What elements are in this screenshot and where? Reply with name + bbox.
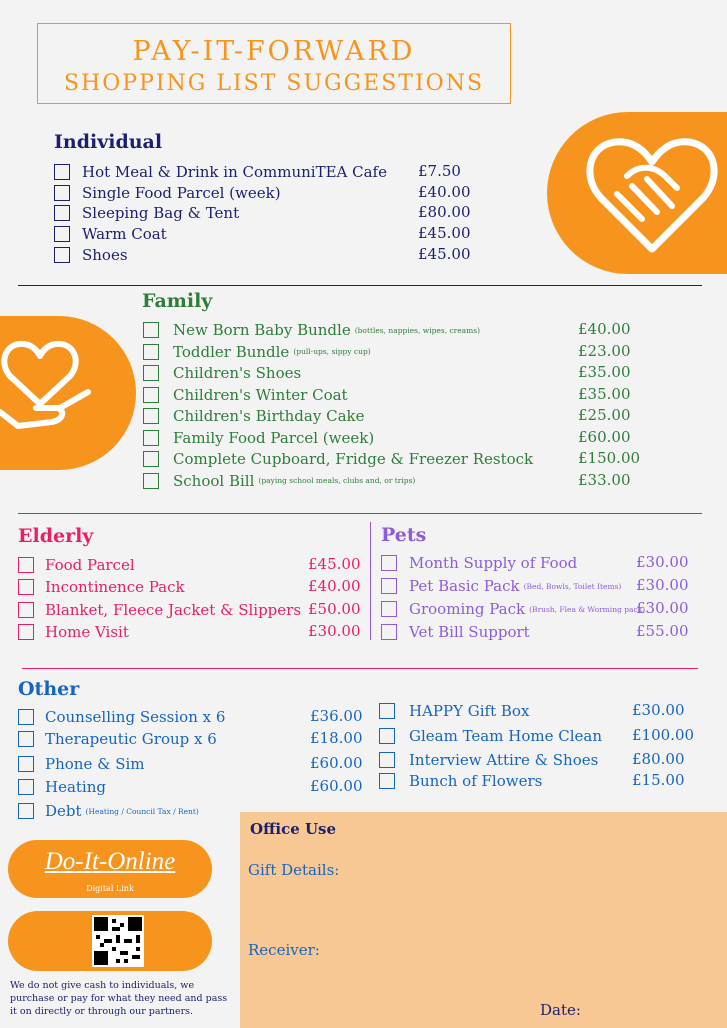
item-label: Debt <box>45 802 82 820</box>
checkbox[interactable] <box>54 164 70 180</box>
item-note: (Brush, Flea & Worming pack) <box>529 604 646 614</box>
item-price: £7.50 <box>418 162 461 180</box>
list-item <box>54 225 167 243</box>
gift-details-label: Gift Details: <box>248 861 340 879</box>
item-price: £45.00 <box>308 555 361 573</box>
checkbox[interactable] <box>18 579 34 595</box>
list-item <box>381 600 645 618</box>
item-label: School Bill <box>173 471 255 490</box>
list-item <box>381 554 577 572</box>
item-price: £60.00 <box>578 427 631 446</box>
item-label: Interview Attire & Shoes <box>409 751 599 769</box>
page-subtitle: SHOPPING LIST SUGGESTIONS <box>63 71 485 96</box>
do-it-online-title: Do-It-Online <box>44 848 176 875</box>
item-price: £55.00 <box>636 622 689 640</box>
checkbox[interactable] <box>143 387 159 403</box>
item-note: (pull-ups, sippy cup) <box>293 347 371 356</box>
item-label: Food Parcel <box>45 556 135 574</box>
list-item <box>18 730 217 748</box>
item-label: Pet Basic Pack <box>409 577 520 595</box>
heart-hand-blob <box>0 316 136 470</box>
item-label: Grooming Pack <box>409 600 526 618</box>
office-use-heading: Office Use <box>250 820 337 838</box>
item-price: £60.00 <box>310 777 363 795</box>
checkbox[interactable] <box>379 752 395 768</box>
item-label: HAPPY Gift Box <box>409 702 530 720</box>
item-price: £45.00 <box>418 224 471 242</box>
item-price: £18.00 <box>310 729 363 747</box>
item-label: Gleam Team Home Clean <box>409 727 602 745</box>
item-label: Family Food Parcel (week) <box>173 428 375 447</box>
checkbox[interactable] <box>143 344 159 360</box>
list-item <box>143 364 301 382</box>
handshake-blob <box>547 112 727 274</box>
list-item <box>18 802 199 820</box>
list-item <box>18 623 129 641</box>
item-price: £35.00 <box>578 384 631 403</box>
list-item <box>143 386 348 404</box>
item-price: £30.00 <box>636 576 689 594</box>
checkbox[interactable] <box>379 703 395 719</box>
item-label: Heating <box>45 778 106 796</box>
list-item <box>143 407 364 425</box>
item-price: £40.00 <box>418 183 471 201</box>
date-label: Date: <box>540 1001 581 1019</box>
checkbox[interactable] <box>143 430 159 446</box>
divider <box>18 285 702 286</box>
item-label: Hot Meal & Drink in CommuniTEA Cafe <box>82 163 387 181</box>
vertical-divider <box>370 522 371 640</box>
item-price: £25.00 <box>578 406 631 424</box>
list-item <box>379 727 602 745</box>
checkbox[interactable] <box>54 185 70 201</box>
item-price: £50.00 <box>308 599 361 618</box>
checkbox[interactable] <box>381 555 397 571</box>
item-price: £150.00 <box>578 449 641 467</box>
item-price: £80.00 <box>632 750 685 768</box>
checkbox[interactable] <box>18 709 34 725</box>
item-price: £40.00 <box>578 320 631 338</box>
other-heading: Other <box>18 678 80 700</box>
list-item <box>379 772 542 790</box>
divider <box>22 668 698 669</box>
list-item <box>143 450 533 468</box>
item-label: Children's Shoes <box>173 364 302 382</box>
individual-heading: Individual <box>54 131 163 153</box>
office-use-panel <box>240 812 727 1028</box>
item-label: Therapeutic Group x 6 <box>45 730 217 748</box>
heart-in-hand-icon <box>0 334 110 444</box>
item-label: Shoes <box>82 246 128 264</box>
checkbox[interactable] <box>54 205 70 221</box>
handshake-heart-icon <box>577 124 727 264</box>
item-note: (paying school meals, clubs and, or trips) <box>258 476 416 485</box>
item-label: Phone & Sim <box>45 755 145 773</box>
item-price: £30.00 <box>308 621 361 640</box>
item-price: £35.00 <box>578 363 631 381</box>
item-label: Month Supply of Food <box>409 554 578 572</box>
item-price: £23.00 <box>578 341 631 360</box>
item-label: Warm Coat <box>82 225 167 243</box>
list-item <box>18 755 145 773</box>
checkbox[interactable] <box>379 773 395 789</box>
list-item <box>18 708 225 726</box>
list-item <box>18 556 135 574</box>
checkbox[interactable] <box>54 247 70 263</box>
checkbox[interactable] <box>18 756 34 772</box>
item-label: Sleeping Bag & Tent <box>82 204 240 222</box>
item-price: £15.00 <box>632 771 685 789</box>
list-item <box>143 472 415 490</box>
qr-code-icon <box>92 915 144 967</box>
item-price: £30.00 <box>636 553 689 571</box>
checkbox[interactable] <box>381 601 397 617</box>
checkbox[interactable] <box>143 365 159 381</box>
item-label: Children's Winter Coat <box>173 385 348 404</box>
item-label: Vet Bill Support <box>409 623 530 641</box>
item-price: £80.00 <box>418 203 471 221</box>
list-item <box>54 246 128 264</box>
checkbox[interactable] <box>18 624 34 640</box>
list-item <box>381 623 530 641</box>
disclaimer-text: We do not give cash to individuals, we purchase or pay for what they need and pass it on directly or through our partners. <box>10 980 228 1017</box>
item-price: £36.00 <box>310 707 363 725</box>
item-label: Children's Birthday Cake <box>173 407 365 425</box>
receiver-label: Receiver: <box>248 941 320 959</box>
qr-code-pill[interactable] <box>8 911 212 971</box>
list-item <box>143 321 480 339</box>
title-box <box>37 23 511 104</box>
list-item <box>381 577 621 595</box>
do-it-online-button[interactable] <box>8 840 212 898</box>
item-label: Bunch of Flowers <box>409 772 543 790</box>
checkbox[interactable] <box>18 779 34 795</box>
item-label: Home Visit <box>45 622 129 641</box>
item-label: New Born Baby Bundle <box>173 321 351 339</box>
item-price: £40.00 <box>308 577 361 596</box>
divider <box>18 513 702 514</box>
item-label: Toddler Bundle <box>173 342 290 361</box>
item-label: Complete Cupboard, Fridge & Freezer Restock <box>173 450 534 468</box>
item-label: Single Food Parcel (week) <box>82 184 281 202</box>
family-heading: Family <box>142 290 213 312</box>
item-note: (Bed, Bowls, Toilet Items) <box>523 581 622 591</box>
list-item <box>54 163 387 181</box>
item-price: £30.00 <box>632 701 685 719</box>
checkbox[interactable] <box>143 473 159 489</box>
list-item <box>143 343 371 361</box>
item-price: £100.00 <box>632 726 695 744</box>
list-item <box>18 601 301 619</box>
list-item <box>143 429 374 447</box>
list-item <box>54 204 239 222</box>
pets-heading: Pets <box>381 524 427 546</box>
checkbox[interactable] <box>54 226 70 242</box>
list-item <box>18 578 185 596</box>
item-price: £60.00 <box>310 754 363 772</box>
list-item <box>379 751 598 769</box>
checkbox[interactable] <box>18 602 34 618</box>
checkbox[interactable] <box>18 803 34 819</box>
item-note: (bottles, nappies, wipes, creams) <box>354 325 481 335</box>
item-label: Incontinence Pack <box>45 578 185 597</box>
elderly-heading: Elderly <box>18 525 94 547</box>
item-price: £33.00 <box>578 470 631 489</box>
list-item <box>54 184 281 202</box>
checkbox[interactable] <box>381 578 397 594</box>
item-price: £30.00 <box>636 599 689 617</box>
list-item <box>18 778 106 796</box>
item-label: Blanket, Fleece Jacket & Slippers <box>45 600 302 619</box>
checkbox[interactable] <box>381 624 397 640</box>
checkbox[interactable] <box>379 728 395 744</box>
checkbox[interactable] <box>143 408 159 424</box>
page-title: PAY-IT-FORWARD <box>132 36 416 67</box>
checkbox[interactable] <box>18 731 34 747</box>
digital-link-label: Digital Link <box>86 884 134 893</box>
list-item <box>379 702 529 720</box>
item-price: £45.00 <box>418 245 471 263</box>
item-label: Counselling Session x 6 <box>45 708 226 726</box>
checkbox[interactable] <box>143 451 159 467</box>
checkbox[interactable] <box>143 322 159 338</box>
item-note: (Heating / Council Tax / Rent) <box>85 806 199 816</box>
checkbox[interactable] <box>18 557 34 573</box>
